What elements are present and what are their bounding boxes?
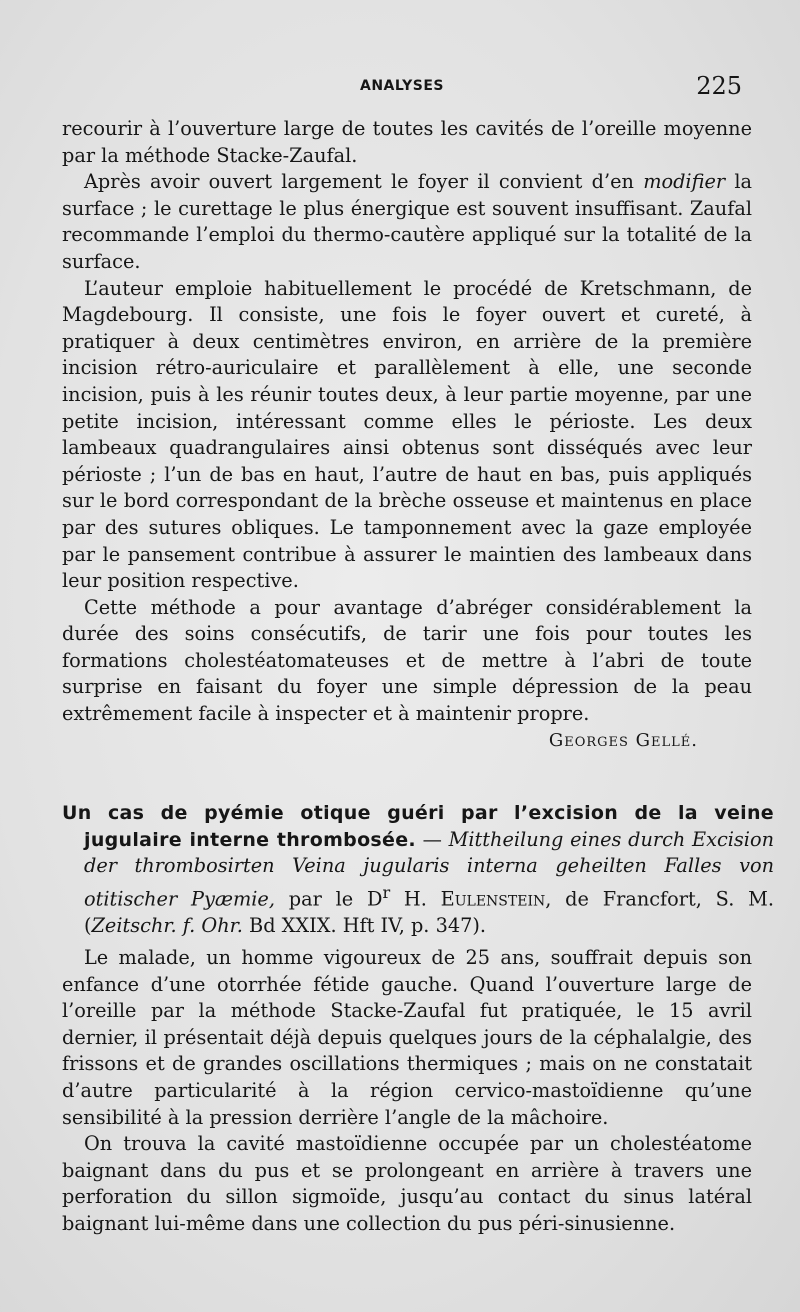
paragraph-text: la surface ; le curettage le plus énergique est souvent insuffisant. Zaufal recommande l’emploi du thermo-cautère appliqué sur la totalité de la surface. — [62, 170, 752, 273]
running-head: ANALYSES — [360, 78, 444, 94]
page-number: 225 — [696, 72, 742, 100]
paragraph: Cette méthode a pour avantage d’abréger considérablement la durée des soins consécutifs, de tarir une fois pour toutes les formations cholestéatomateuses et de mettre à l’abri de toute surprise en faisant du foyer une simple dépression de la peau extrêmement facile à inspecter et à maintenir propre. — [62, 595, 752, 726]
article-title: Un cas de pyémie otique guéri par l’excision de la veine jugulaire interne thrombosée. — [62, 802, 774, 851]
journal-reference: Bd XXIX. Hft IV, p. 347). — [242, 913, 487, 937]
paragraph-text: Après avoir ouvert largement le foyer il convient d’en — [84, 170, 644, 194]
emphasis: modifier — [643, 170, 726, 194]
paragraph: L’auteur emploie habituellement le procédé de Kretschmann, de Magdebourg. Il consiste, une fois le foyer ouvert et cureté, à pratiquer à deux centimètres environ, en arrière de la première incision rétro-auriculaire et parallèlement à elle, une seconde incision, puis à les réunir toutes deux, à leur partie moyenne, par une petite incision, intéressant comme elles le périoste. Les deux lambeaux quadrangulaires ainsi obtenus sont disséqués avec leur périoste ; l’un de bas en haut, l’autre de haut en bas, puis appliqués sur le bord correspondant de la brèche osseuse et maintenus en place par des sutures obliques. Le tamponnement avec la gaze employée par le pansement contribue à assurer le maintien des lambeaux dans leur position respective. — [62, 276, 752, 593]
title-dash: — — [415, 827, 449, 851]
paragraph: On trouva la cavité mastoïdienne occupée par un cholestéatome baignant dans du pus et se prolongeant en arrière à travers une perforation du sillon sigmoïde, jusqu’au contact du sinus latéral baignant lui-même dans une collection du pus péri-sinusienne. — [62, 1132, 752, 1235]
paragraph: Le malade, un homme vigoureux de 25 ans, souffrait depuis son enfance d’une otorrhée fétide gauche. Quand l’ouverture large de l’oreille par la méthode Stacke-Zaufal fut pratiquée, le 15 avril dernier, il présentait déjà depuis quelques jours de la céphalalgie, des frissons et de grandes oscillations thermiques ; mais on ne constatait d’autre particularité à la région cervico-mastoïdienne qu’une sensibilité à la pression derrière l’angle de la mâchoire. — [62, 946, 752, 1129]
paragraph: recourir à l’ouverture large de toutes les cavités de l’oreille moyenne par la méthode Stacke-Zaufal. — [62, 117, 752, 167]
article-citation — [62, 800, 774, 939]
paragraph — [62, 169, 752, 275]
page-header — [62, 72, 742, 104]
doctor-abbrev: r — [382, 882, 391, 902]
author-initial: H. — [390, 887, 441, 911]
author-location: , de Francfort, S. M. ( — [84, 887, 774, 937]
by-label: par le D — [274, 887, 383, 911]
previous-article-continuation — [62, 116, 752, 754]
author-name: Eulenstein — [440, 887, 546, 911]
original-title: Mittheilung eines durch Excision der thrombosirten Veina jugularis interna geheilten Falles von otitischer Pyæmie, — [84, 827, 774, 911]
author-signature: Georges Gellé. — [548, 729, 698, 751]
journal-name: Zeitschr. f. Ohr. — [91, 913, 243, 937]
article-body — [62, 945, 752, 1238]
